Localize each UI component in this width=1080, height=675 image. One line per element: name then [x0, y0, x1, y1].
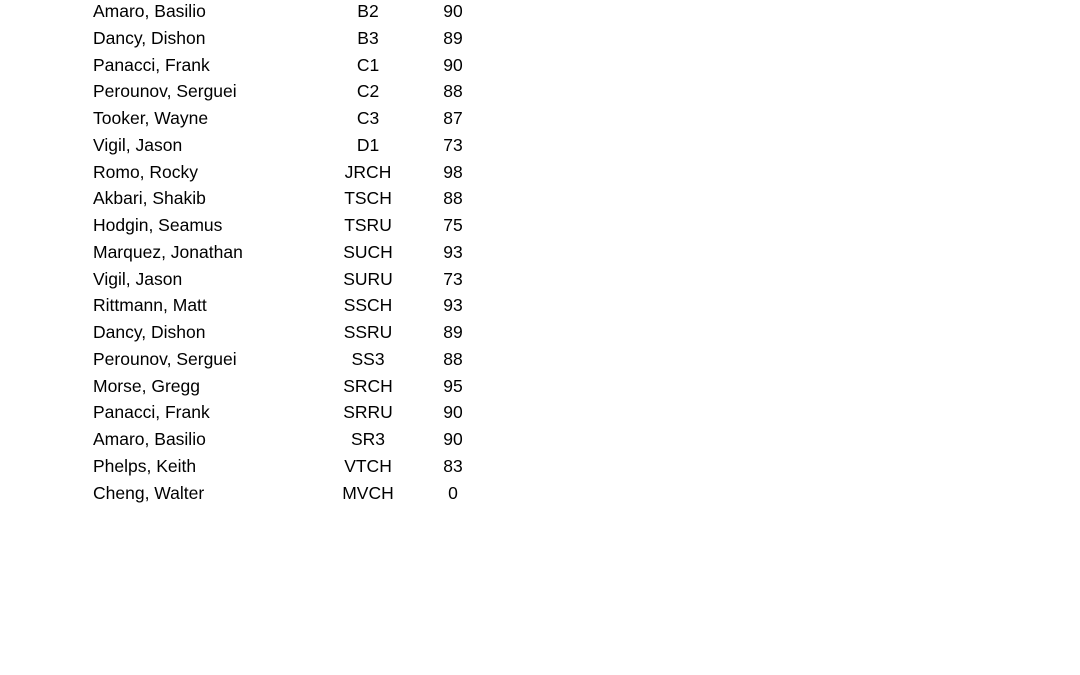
player-name: Perounov, Serguei — [93, 81, 237, 102]
position-code: JRCH — [344, 161, 392, 182]
player-name: Perounov, Serguei — [93, 348, 237, 369]
position-code: C2 — [356, 81, 380, 102]
player-name: Phelps, Keith — [93, 455, 197, 476]
score-value: 93 — [443, 295, 463, 316]
score-value: 90 — [443, 54, 463, 75]
score-value: 90 — [443, 402, 463, 423]
player-name: Marquez, Jonathan — [93, 241, 243, 262]
score-value: 90 — [443, 429, 463, 449]
position-code: SRCH — [343, 375, 393, 396]
score-value: 73 — [443, 268, 463, 289]
table-row — [93, 212, 493, 239]
player-name: Morse, Gregg — [93, 375, 200, 396]
score-value: 95 — [443, 375, 463, 396]
player-name: Hodgin, Seamus — [93, 215, 223, 235]
table-row — [93, 319, 493, 346]
player-name: Dancy, Dishon — [93, 322, 206, 342]
score-value: 98 — [443, 161, 463, 182]
table-row — [93, 25, 493, 52]
player-name: Panacci, Frank — [93, 402, 210, 423]
roster-table — [93, 0, 493, 506]
score-value: 0 — [448, 482, 458, 503]
table-row — [93, 159, 493, 186]
table-row — [93, 373, 493, 400]
player-name: Rittmann, Matt — [93, 295, 207, 316]
score-value: 88 — [443, 81, 463, 102]
table-row — [93, 78, 493, 105]
table-row — [93, 480, 493, 507]
player-name: Cheng, Walter — [93, 482, 205, 503]
player-name: Panacci, Frank — [93, 54, 210, 75]
table-row — [93, 346, 493, 373]
table-row — [93, 426, 493, 453]
position-code: B3 — [357, 27, 379, 48]
player-name: Romo, Rocky — [93, 161, 199, 182]
position-code: SSCH — [343, 295, 393, 316]
score-value: 93 — [443, 241, 463, 262]
player-name: Akbari, Shakib — [93, 188, 206, 209]
position-code: SRRU — [343, 402, 393, 423]
player-name: Vigil, Jason — [93, 268, 183, 289]
score-value: 89 — [443, 27, 463, 48]
position-code: TSCH — [344, 188, 392, 209]
position-code: D1 — [356, 134, 380, 155]
table-row — [93, 239, 493, 266]
table-row — [93, 0, 493, 25]
player-name: Vigil, Jason — [93, 134, 183, 155]
table-row — [93, 185, 493, 212]
table-row — [93, 105, 493, 132]
position-code: SURU — [343, 268, 393, 289]
player-name: Amaro, Basilio — [93, 1, 206, 21]
score-value: 89 — [443, 322, 463, 342]
position-code: TSRU — [344, 215, 392, 235]
player-name: Amaro, Basilio — [93, 429, 206, 449]
score-value: 87 — [443, 108, 463, 128]
score-value: 83 — [443, 455, 463, 476]
table-row — [93, 266, 493, 293]
position-code: MVCH — [342, 482, 394, 503]
score-value: 75 — [443, 215, 463, 235]
position-code: C3 — [356, 108, 380, 128]
score-value: 88 — [443, 188, 463, 209]
table-row — [93, 52, 493, 79]
table-row — [93, 292, 493, 319]
position-code: SSRU — [343, 322, 393, 342]
player-name: Tooker, Wayne — [93, 108, 209, 128]
position-code: C1 — [356, 54, 380, 75]
score-value: 88 — [443, 348, 463, 369]
table-row — [93, 132, 493, 159]
position-code: SR3 — [350, 429, 386, 449]
player-name: Dancy, Dishon — [93, 27, 206, 48]
position-code: SS3 — [351, 348, 385, 369]
score-value: 73 — [443, 134, 463, 155]
score-value: 90 — [443, 1, 463, 21]
position-code: SUCH — [343, 241, 393, 262]
table-row — [93, 399, 493, 426]
table-row — [93, 453, 493, 480]
position-code: B2 — [357, 1, 379, 21]
position-code: VTCH — [344, 455, 392, 476]
